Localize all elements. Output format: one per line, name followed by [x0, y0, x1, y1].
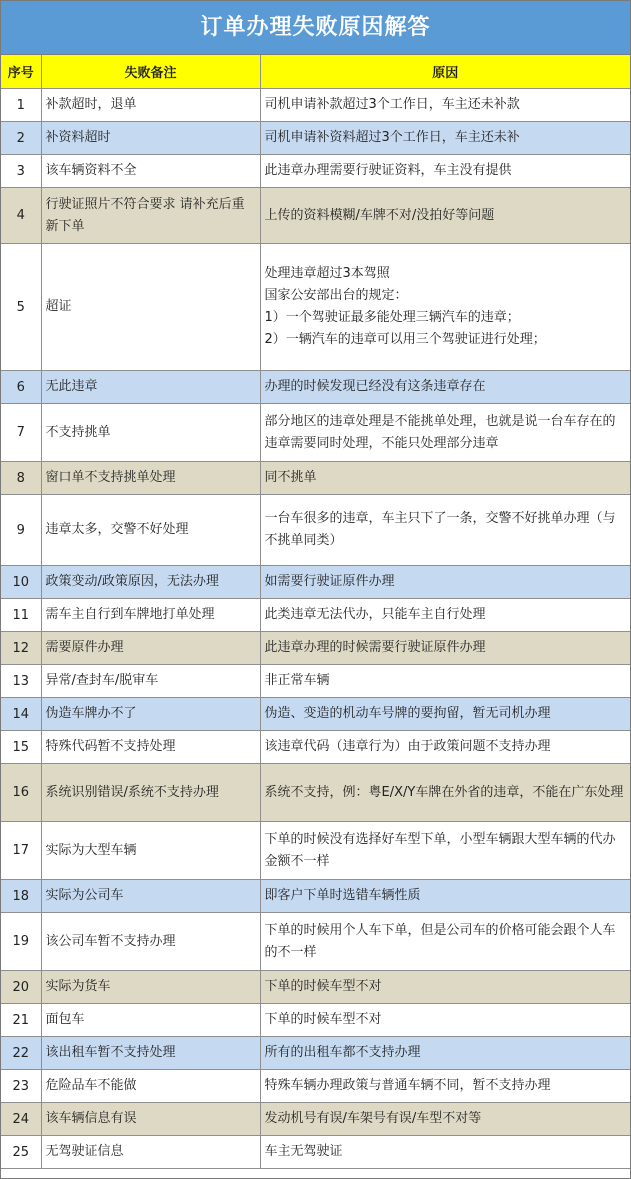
row-number: 12 — [1, 632, 41, 665]
table-row — [1, 566, 630, 599]
reason-line: 处理违章超过3本驾照 — [264, 266, 390, 281]
header-no: 序号 — [1, 55, 41, 89]
table-row — [1, 1037, 630, 1070]
row-number: 21 — [1, 1004, 41, 1037]
reason-line: 该违章代码（违章行为）由于政策问题不支持办理 — [264, 739, 551, 754]
table-row — [1, 971, 630, 1004]
row-reason — [260, 462, 630, 495]
row-remark: 无此违章 — [41, 371, 260, 404]
row-number: 14 — [1, 698, 41, 731]
reason-line: 此类违章无法代办，只能车主自行处理 — [264, 607, 486, 622]
row-number: 15 — [1, 731, 41, 764]
row-reason — [260, 599, 630, 632]
page-title: 订单办理失败原因解答 — [1, 1, 630, 55]
row-number: 24 — [1, 1103, 41, 1136]
row-number: 7 — [1, 404, 41, 462]
table-row — [1, 155, 630, 188]
row-number: 1 — [1, 89, 41, 122]
row-remark: 特殊代码暂不支持处理 — [41, 731, 260, 764]
row-reason — [260, 122, 630, 155]
row-remark: 政策变动/政策原因，无法办理 — [41, 566, 260, 599]
row-number: 19 — [1, 913, 41, 971]
table-row — [1, 462, 630, 495]
row-reason — [260, 632, 630, 665]
row-remark: 无驾驶证信息 — [41, 1136, 260, 1169]
row-remark: 实际为大型车辆 — [41, 822, 260, 880]
row-reason — [260, 1070, 630, 1103]
failure-reasons-table — [1, 55, 630, 1169]
row-reason — [260, 155, 630, 188]
row-reason — [260, 244, 630, 371]
row-reason — [260, 698, 630, 731]
row-reason — [260, 404, 630, 462]
row-number: 18 — [1, 880, 41, 913]
row-reason — [260, 371, 630, 404]
row-number: 8 — [1, 462, 41, 495]
table-row — [1, 731, 630, 764]
row-remark: 不支持挑单 — [41, 404, 260, 462]
row-reason — [260, 913, 630, 971]
table-row — [1, 632, 630, 665]
table-row — [1, 1136, 630, 1169]
table-row — [1, 822, 630, 880]
reason-line: 下单的时候用个人车下单，但是公司车的价格可能会跟个人车的不一样 — [264, 922, 616, 960]
table-row — [1, 1004, 630, 1037]
reason-line: 办理的时候发现已经没有这条违章存在 — [264, 379, 486, 394]
reason-line: 发动机号有误/车架号有误/车型不对等 — [264, 1111, 482, 1126]
row-reason — [260, 665, 630, 698]
reason-line: 国家公安部出台的规定： — [264, 288, 408, 303]
row-remark: 行驶证照片不符合要求 请补充后重新下单 — [41, 188, 260, 244]
table-row — [1, 1103, 630, 1136]
row-number: 20 — [1, 971, 41, 1004]
row-remark: 实际为公司车 — [41, 880, 260, 913]
row-number: 13 — [1, 665, 41, 698]
table-row — [1, 1070, 630, 1103]
row-remark: 异常/查封车/脱审车 — [41, 665, 260, 698]
reason-line: 系统不支持，例：粤E/X/Y车牌在外省的违章，不能在广东处理 — [264, 784, 624, 800]
table-row — [1, 698, 630, 731]
row-remark: 该出租车暂不支持处理 — [41, 1037, 260, 1070]
table-row — [1, 244, 630, 371]
row-number: 17 — [1, 822, 41, 880]
row-remark: 窗口单不支持挑单处理 — [41, 462, 260, 495]
reason-line: 特殊车辆办理政策与普通车辆不同，暂不支持办理 — [264, 1078, 551, 1093]
row-reason — [260, 731, 630, 764]
reason-line: 所有的出租车都不支持办理 — [264, 1045, 421, 1060]
row-remark: 超证 — [41, 244, 260, 371]
row-remark: 补资料超时 — [41, 122, 260, 155]
table-row — [1, 495, 630, 566]
reason-line: 一台车很多的违章，车主只下了一条，交警不好挑单办理（与不挑单同类） — [264, 511, 616, 548]
row-remark: 该车辆资料不全 — [41, 155, 260, 188]
row-number: 25 — [1, 1136, 41, 1169]
row-reason — [260, 971, 630, 1004]
table-header-row — [1, 55, 630, 89]
row-number: 4 — [1, 188, 41, 244]
row-remark: 该车辆信息有误 — [41, 1103, 260, 1136]
reason-line: 车主无驾驶证 — [264, 1144, 343, 1159]
table-row — [1, 89, 630, 122]
reason-line: 部分地区的违章处理是不能挑单处理，也就是说一台车存在的违章需要同时处理，不能只处理部分违章 — [264, 413, 616, 451]
row-remark: 实际为货车 — [41, 971, 260, 1004]
row-remark: 违章太多，交警不好处理 — [41, 495, 260, 566]
reason-line: 非正常车辆 — [264, 673, 330, 688]
reason-line: 同不挑单 — [264, 470, 317, 485]
row-remark: 系统识别错误/系统不支持办理 — [41, 764, 260, 822]
table-row — [1, 188, 630, 244]
reason-line: 此违章办理需要行驶证资料，车主没有提供 — [264, 163, 512, 178]
row-remark: 补款超时，退单 — [41, 89, 260, 122]
reason-line: 司机申请补资料超过3个工作日，车主还未补 — [264, 130, 520, 145]
row-remark: 伪造车牌办不了 — [41, 698, 260, 731]
row-number: 2 — [1, 122, 41, 155]
table-row — [1, 122, 630, 155]
table-body — [1, 89, 630, 1169]
table-row — [1, 880, 630, 913]
row-remark: 该公司车暂不支持办理 — [41, 913, 260, 971]
reason-line: 此违章办理的时候需要行驶证原件办理 — [264, 640, 486, 655]
table-row — [1, 371, 630, 404]
row-number: 11 — [1, 599, 41, 632]
row-reason — [260, 1136, 630, 1169]
row-reason — [260, 764, 630, 822]
row-reason — [260, 566, 630, 599]
row-remark: 需要原件办理 — [41, 632, 260, 665]
row-reason — [260, 495, 630, 566]
row-number: 3 — [1, 155, 41, 188]
row-reason — [260, 1103, 630, 1136]
table-row — [1, 404, 630, 462]
row-number: 22 — [1, 1037, 41, 1070]
row-number: 5 — [1, 244, 41, 371]
header-remark: 失败备注 — [41, 55, 260, 89]
row-reason — [260, 89, 630, 122]
header-reason: 原因 — [260, 55, 630, 89]
table-row — [1, 665, 630, 698]
reason-line: 如需要行驶证原件办理 — [264, 574, 395, 589]
row-reason — [260, 1037, 630, 1070]
reason-line: 上传的资料模糊/车牌不对/没拍好等问题 — [264, 207, 495, 223]
reason-line: 司机申请补款超过3个工作日，车主还未补款 — [264, 97, 520, 112]
row-number: 6 — [1, 371, 41, 404]
row-remark: 需车主自行到车牌地打单处理 — [41, 599, 260, 632]
row-reason — [260, 188, 630, 244]
row-remark: 面包车 — [41, 1004, 260, 1037]
row-reason — [260, 1004, 630, 1037]
row-number: 16 — [1, 764, 41, 822]
row-reason — [260, 822, 630, 880]
reason-line: 2）一辆汽车的违章可以用三个驾驶证进行处理； — [264, 332, 546, 347]
reason-line: 下单的时候没有选择好车型下单，小型车辆跟大型车辆的代办金额不一样 — [264, 831, 616, 869]
row-number: 9 — [1, 495, 41, 566]
row-number: 10 — [1, 566, 41, 599]
row-number: 23 — [1, 1070, 41, 1103]
reason-line: 即客户下单时选错车辆性质 — [264, 888, 421, 903]
table-row — [1, 913, 630, 971]
table-row — [1, 764, 630, 822]
reason-line: 下单的时候车型不对 — [264, 979, 382, 994]
reason-line: 1）一个驾驶证最多能处理三辆汽车的违章； — [264, 310, 520, 325]
row-remark: 危险品车不能做 — [41, 1070, 260, 1103]
row-reason — [260, 880, 630, 913]
reason-line: 伪造、变造的机动车号牌的要拘留，暂无司机办理 — [264, 706, 551, 721]
table-row — [1, 599, 630, 632]
reason-line: 下单的时候车型不对 — [264, 1012, 382, 1027]
